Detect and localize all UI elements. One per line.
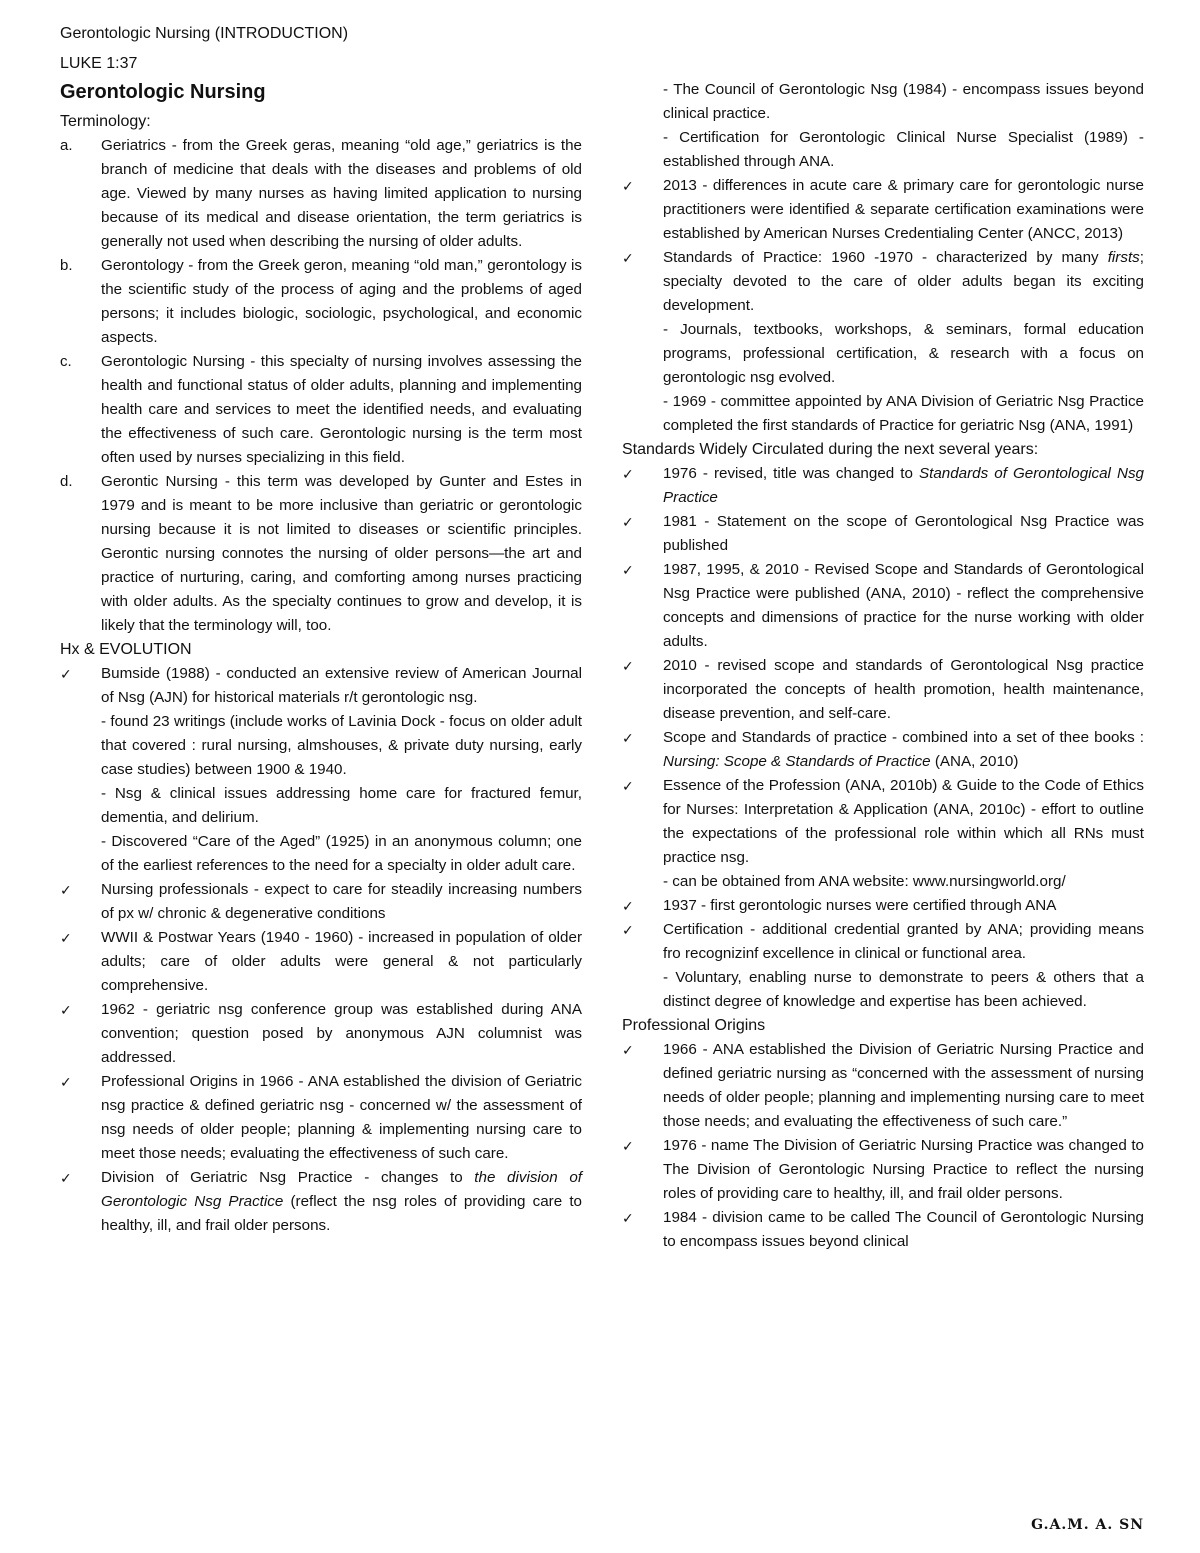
standards-circulated-heading: Standards Widely Circulated during the next several years:	[622, 441, 1039, 458]
header-verse: LUKE 1:37	[60, 55, 138, 72]
list-item	[622, 1134, 1144, 1206]
author-initials: G.A.M. A. SN	[1031, 1517, 1144, 1533]
item-text: 1984 - division came to be called The Council of Gerontologic Nursing to encompass issues beyond clinical	[663, 1209, 1144, 1250]
check-icon: ✓	[622, 778, 634, 794]
sub-item: - Nsg & clinical issues addressing home care for fractured femur, dementia, and delirium.	[101, 785, 582, 826]
sub-item: - found 23 writings (include works of Lavinia Dock - focus on older adult that covered : rural nursing, almshouses, & private duty nursing, early case studies) between 1900 & 1940.	[101, 713, 582, 778]
list-item	[622, 174, 1144, 246]
term-text: Gerontology - from the Greek geron, meaning “old man,” gerontology is the scientific study of the process of aging and the problems of aged persons; it includes biologic, sociologic, psychological, and economic aspects.	[101, 257, 582, 346]
list-item	[622, 774, 1144, 870]
list-item	[622, 654, 1144, 726]
list-item	[60, 1166, 582, 1238]
term-text: Gerontic Nursing - this term was developed by Gunter and Estes in 1979 and is meant to be more inclusive than geriatric or gerontologic nursing because it is not limited to diseases or scientific principles. Gerontic nursing connotes the nursing of older persons—the art and practice of nurturing, caring, and comforting among nurses practicing with older adults. As the specialty continues to grow and develop, it is likely that the terminology will, too.	[101, 473, 582, 634]
term-text: Geriatrics - from the Greek geras, meaning “old age,” geriatrics is the branch of medicine that deals with the diseases and problems of old age. Viewed by many nurses as having limited application to nursing because of its medical and disease orientation, the term geriatrics is generally not used when describing the nursing of older adults.	[101, 137, 582, 250]
item-text: Essence of the Profession (ANA, 2010b) & Guide to the Code of Ethics for Nurses: Interpretation & Application (ANA, 2010c) - effort to outline the expectations of the professional role within which all RNs must practice nsg.	[663, 777, 1144, 866]
check-icon: ✓	[60, 1002, 72, 1018]
item-text: 1987, 1995, & 2010 - Revised Scope and Standards of Gerontological Nsg Practice were published (ANA, 2010) - reflect the comprehensive concepts and dimensions of practice for the nurse working with older adults.	[663, 561, 1144, 650]
item-text: Standards of Practice: 1960 -1970 - characterized by many firsts; specialty devoted to the care of older adults began its exciting development.	[663, 249, 1144, 314]
list-item	[622, 918, 1144, 966]
list-item	[60, 1070, 582, 1166]
list-item	[622, 726, 1144, 774]
list-item	[622, 894, 1144, 918]
list-marker: d.	[60, 473, 73, 490]
item-text: 1976 - name The Division of Geriatric Nursing Practice was changed to The Division of Gerontologic Nursing Practice to reflect the nursing roles of providing care to healthy, ill, and frail older persons.	[663, 1137, 1144, 1202]
list-item	[60, 878, 582, 926]
check-icon: ✓	[622, 730, 634, 746]
item-text: 1962 - geriatric nsg conference group was established during ANA convention; question posed by anonymous AJN columnist was addressed.	[101, 1001, 582, 1066]
term-item	[60, 134, 582, 254]
check-icon: ✓	[60, 930, 72, 946]
item-text: Certification - additional credential granted by ANA; providing means fro recognizinf excellence in clinical or functional area.	[663, 921, 1144, 962]
right-column	[622, 78, 1144, 1254]
item-text: Scope and Standards of practice - combined into a set of thee books : Nursing: Scope & Standards of Practice (ANA, 2010)	[663, 729, 1144, 770]
header-course: Gerontologic Nursing (INTRODUCTION)	[60, 25, 349, 42]
check-icon: ✓	[60, 882, 72, 898]
list-item	[60, 926, 582, 998]
list-marker: a.	[60, 137, 73, 154]
sub-item: - The Council of Gerontologic Nsg (1984) - encompass issues beyond clinical practice.	[663, 81, 1144, 122]
term-text: Gerontologic Nursing - this specialty of nursing involves assessing the health and functional status of older adults, planning and implementing health care and services to meet the identified needs, and evaluating the effectiveness of such care. Gerontologic nursing is the term most often used by nurses specializing in this field.	[101, 353, 582, 466]
list-item	[60, 998, 582, 1070]
list-item	[622, 246, 1144, 318]
list-marker: c.	[60, 353, 72, 370]
sub-item: - Journals, textbooks, workshops, & seminars, formal education programs, professional certification, & research with a focus on gerontologic nsg evolved.	[663, 321, 1144, 386]
hx-evolution-heading: Hx & EVOLUTION	[60, 641, 192, 658]
check-icon: ✓	[622, 514, 634, 530]
check-icon: ✓	[622, 1210, 634, 1226]
list-item	[622, 1206, 1144, 1254]
sub-item: - Voluntary, enabling nurse to demonstrate to peers & others that a distinct degree of knowledge and expertise has been achieved.	[663, 969, 1144, 1010]
list-item	[60, 662, 582, 710]
item-text: WWII & Postwar Years (1940 - 1960) - increased in population of older adults; care of older adults were general & not particularly comprehensive.	[101, 929, 582, 994]
sub-item: - Discovered “Care of the Aged” (1925) in an anonymous column; one of the earliest references to the need for a specialty in older adult care.	[101, 833, 582, 874]
term-item	[60, 254, 582, 350]
item-text: 2013 - differences in acute care & primary care for gerontologic nurse practitioners were identified & separate certification examinations were established by American Nurses Credentialing Center (ANCC, 2013)	[663, 177, 1144, 242]
item-text: 1966 - ANA established the Division of Geriatric Nursing Practice and defined geriatric nursing as “concerned with the assessment of nursing needs of older people; planning and implementing nursing care to meet those needs; and evaluating the effectiveness of such care.”	[663, 1041, 1144, 1130]
check-icon: ✓	[622, 250, 634, 266]
list-item	[622, 1038, 1144, 1134]
terminology-heading: Terminology:	[60, 113, 151, 130]
check-icon: ✓	[622, 922, 634, 938]
check-icon: ✓	[622, 658, 634, 674]
sub-item: - Certification for Gerontologic Clinical Nurse Specialist (1989) - established through ANA.	[663, 129, 1144, 170]
item-text: Nursing professionals - expect to care for steadily increasing numbers of px w/ chronic & degenerative conditions	[101, 881, 582, 922]
check-icon: ✓	[60, 1074, 72, 1090]
professional-origins-heading: Professional Origins	[622, 1017, 766, 1034]
item-text: Division of Geriatric Nsg Practice - changes to the division of Gerontologic Nsg Practice (reflect the nsg roles of providing care to healthy, ill, and frail older persons.	[101, 1169, 582, 1234]
check-icon: ✓	[622, 898, 634, 914]
item-text: 1937 - first gerontologic nurses were certified through ANA	[663, 897, 1057, 914]
item-text: 1976 - revised, title was changed to Standards of Gerontological Nsg Practice	[663, 465, 1144, 506]
list-marker: b.	[60, 257, 73, 274]
check-icon: ✓	[60, 666, 72, 682]
check-icon: ✓	[622, 1042, 634, 1058]
sub-item: - 1969 - committee appointed by ANA Division of Geriatric Nsg Practice completed the first standards of Practice for geriatric Nsg (ANA, 1991)	[663, 393, 1144, 434]
check-icon: ✓	[622, 466, 634, 482]
list-item	[622, 558, 1144, 654]
item-text: 1981 - Statement on the scope of Gerontological Nsg Practice was published	[663, 513, 1144, 554]
check-icon: ✓	[622, 1138, 634, 1154]
check-icon: ✓	[622, 562, 634, 578]
term-item	[60, 470, 582, 638]
sub-item: - can be obtained from ANA website: www.nursingworld.org/	[663, 873, 1066, 890]
item-text: Bumside (1988) - conducted an extensive review of American Journal of Nsg (AJN) for historical materials r/t gerontologic nsg.	[101, 665, 582, 706]
page-title: Gerontologic Nursing	[60, 81, 266, 103]
list-item	[622, 510, 1144, 558]
left-column	[60, 110, 582, 1238]
item-text: 2010 - revised scope and standards of Gerontological Nsg practice incorporated the concepts of health promotion, health maintenance, disease prevention, and self-care.	[663, 657, 1144, 722]
list-item	[622, 462, 1144, 510]
term-item	[60, 350, 582, 470]
check-icon: ✓	[60, 1170, 72, 1186]
item-text: Professional Origins in 1966 - ANA established the division of Geriatric nsg practice & defined geriatric nsg - concerned w/ the assessment of nsg needs of older people; planning & implementing nursing care to meet those needs; evaluating the effectiveness of such care.	[101, 1073, 582, 1162]
check-icon: ✓	[622, 178, 634, 194]
